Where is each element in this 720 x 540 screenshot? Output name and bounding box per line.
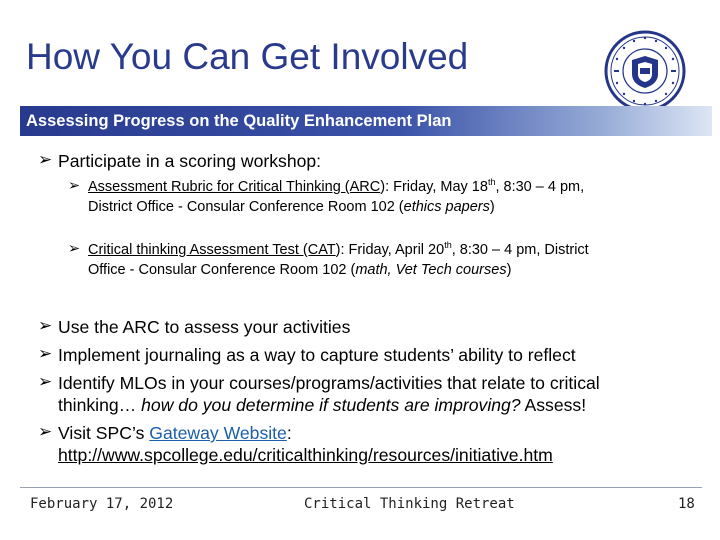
bullet-text: Identify MLOs in your courses/programs/activities that relate to critical: [58, 373, 600, 393]
bullet-question: how do you determine if students are improving?: [141, 395, 521, 415]
cat-subject: math, Vet Tech courses: [355, 262, 507, 278]
section-banner: [20, 106, 712, 136]
footer-divider: [20, 487, 702, 488]
bullet-text: Use the ARC to assess your activities: [58, 317, 351, 337]
bullet-text: Implement journaling as a way to capture students’ ability to reflect: [58, 345, 576, 365]
arc-subject: ethics papers: [403, 199, 490, 215]
arrow-bullet-icon: ➢: [38, 372, 53, 392]
initiative-url-link[interactable]: http://www.spcollege.edu/criticalthinking/resources/initiative.htm: [58, 445, 553, 465]
footer-page-number: 18: [678, 496, 695, 512]
arrow-bullet-icon: ➢: [38, 150, 53, 170]
cat-date-suffix: th: [444, 240, 452, 251]
bullet-text: Participate in a scoring workshop:: [58, 151, 322, 171]
footer-date: February 17, 2012: [30, 496, 174, 512]
arc-time: , 8:30 – 4 pm,: [495, 179, 585, 195]
arrow-bullet-icon: ➢: [68, 241, 81, 257]
arc-location: District Office - Consular Conference Room 102 (: [88, 199, 404, 215]
arrow-bullet-icon: ➢: [38, 316, 53, 336]
cat-time: , 8:30 – 4 pm, District: [451, 242, 589, 258]
footer-event: Critical Thinking Retreat: [304, 496, 515, 512]
arrow-bullet-icon: ➢: [68, 178, 81, 194]
arc-date: ): Friday, May 18: [380, 179, 488, 195]
banner-text: Assessing Progress on the Quality Enhancement Plan: [26, 112, 452, 130]
slide-title: How You Can Get Involved: [26, 36, 469, 77]
gateway-website-link[interactable]: Gateway Website: [149, 423, 287, 443]
arc-label: Assessment Rubric for Critical Thinking (ARC: [88, 179, 381, 195]
cat-label: Critical thinking Assessment Test (CAT: [88, 242, 336, 258]
cat-date: ): Friday, April 20: [335, 242, 445, 258]
arrow-bullet-icon: ➢: [38, 344, 53, 364]
arrow-bullet-icon: ➢: [38, 422, 53, 442]
college-seal-logo: [604, 30, 686, 112]
cat-location: Office - Consular Conference Room 102 (: [88, 262, 356, 278]
arc-date-suffix: th: [487, 177, 496, 188]
